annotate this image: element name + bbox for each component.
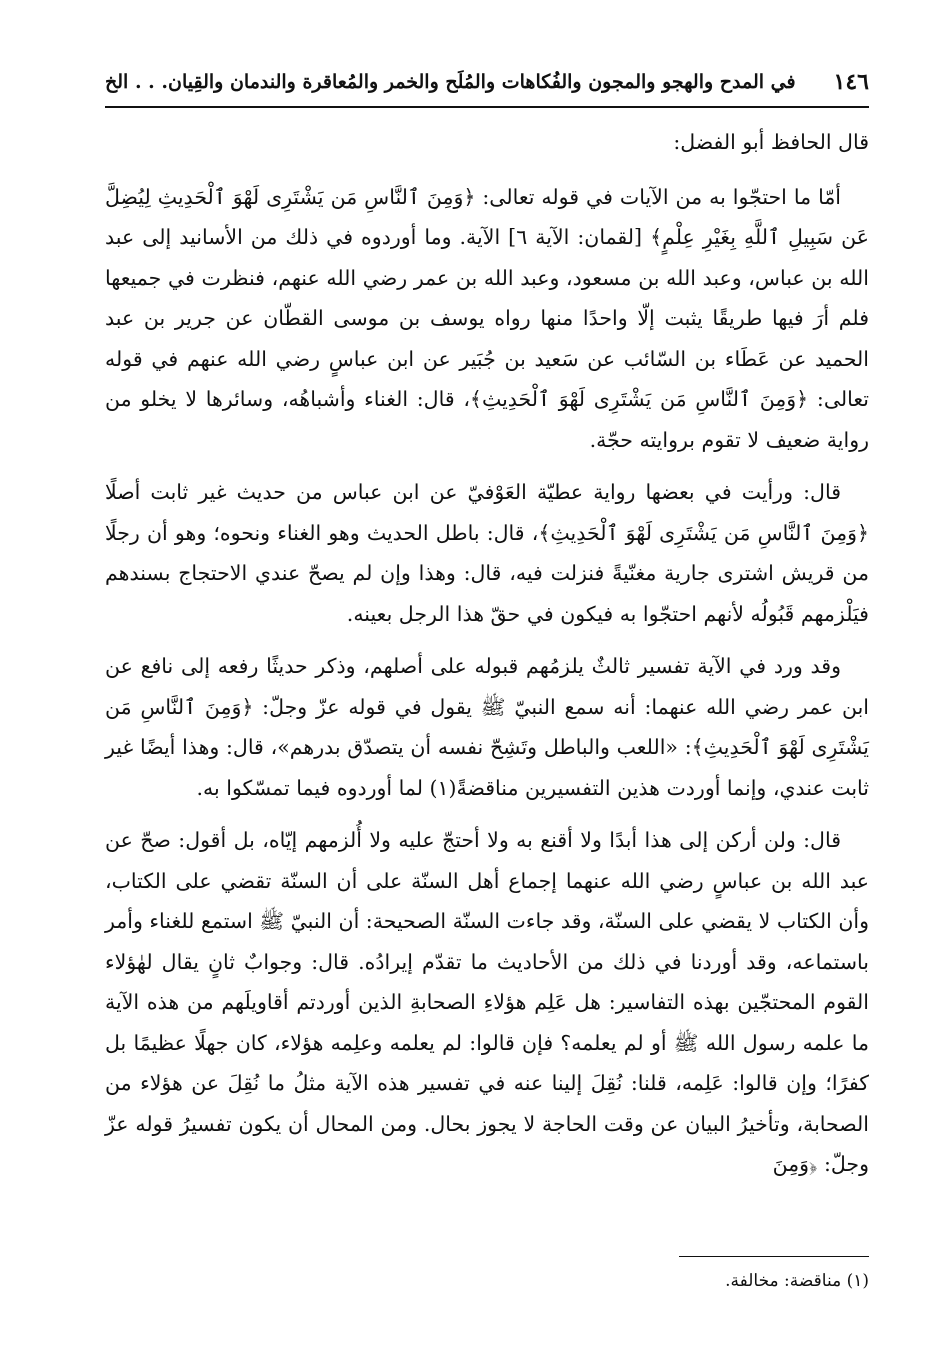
- footnote: (١) مناقضة: مخالفة.: [725, 1271, 869, 1291]
- paragraph: أمّا ما احتجّوا به من الآيات في قوله تعالى: ﴿وَمِنَ ٱلنَّاسِ مَن يَشْتَرِى لَهْوَ ٱلْحَدِيثِ لِيُضِلَّ عَن سَبِيلِ ٱللَّهِ بِغَيْرِ عِلْمٍ﴾ [لقمان: الآية ٦] الآية. وما أوردوه في ذلك من الأسانيد إلى عبد الله بن عباس، وعبد الله بن مسعود، وعبد الله بن عمر رضي الله عنهم، فنظرت في جميعها فلم أرَ فيها طريقًا يثبت إلّا واحدًا منها رواه يوسف بن موسى القطّان عن جرير بن عبد الحميد عن عَطَاء بن السّائب عن سَعيد بن جُبَير عن ابن عباسٍ رضي الله عنهم في قوله تعالى: ﴿وَمِنَ ٱلنَّاسِ مَن يَشْتَرِى لَهْوَ ٱلْحَدِيثِ﴾، قال: الغناء وأشباهُه، وسائرها لا يخلو من رواية ضعيف لا تقوم بروايته حجّة.: [105, 184, 869, 452]
- footnote-divider: [679, 1256, 869, 1257]
- paragraph: قال: ولن أركن إلى هذا أبدًا ولا أقنع به ولا أحتجّ عليه ولا أُلزمهم إيّاه، بل أقول: صحّ عن عبد الله بن عباسٍ رضي الله عنهما إجماع أهل السنّة على أن السنّة تقضي على الكتاب، وأن الكتاب لا يقضي على السنّة، وقد جاءت السنّة الصحيحة: أن النبيّ ﷺ استمع للغناء وأمر باستماعه، وقد أوردنا في ذلك من الأحاديث ما تقدّم إيرادُه. قال: وجوابٌ ثانٍ يقال لهٰؤلاء القوم المحتجّين بهذه التفاسير: هل عَلِم هؤلاءِ الصحابةِ الذين أوردتم أقاويلَهم من هذه الآية ما علمه رسول الله ﷺ أو لم يعلمه؟ فإن قالوا: لم يعلمه وعلِمه هؤلاء، كان جهلًا عظيمًا بل كفرًا؛ وإن قالوا: عَلِمه، قلنا: نُقِلَ إلينا عنه في تفسير هذه الآية مثلُ ما نُقِلَ عن هؤلاء من الصحابة، وتأخيرُ البيان عن وقت الحاجة لا يجوز بحال. ومن المحال أن يكون تفسيرُ قوله عزّ وجلّ: ﴿وَمِنَ: [105, 828, 869, 1176]
- page-header: [105, 64, 869, 100]
- paragraph: وقد ورد في الآية تفسير ثالثٌ يلزمُهم قبوله على أصلهم، وذكر حديثًا رفعه إلى نافع عن ابن عمر رضي الله عنهما: أنه سمع النبيّ ﷺ يقول في قوله عزّ وجلّ: ﴿وَمِنَ ٱلنَّاسِ مَن يَشْتَرِى لَهْوَ ٱلْحَدِيثِ﴾: «اللعب والباطل وتَشِحّ نفسه أن يتصدّق بدرهم»، قال: وهذا أيضًا غير ثابت عندي، وإنما أوردت هذين التفسيرين مناقضةً(١) لما أوردوه فيما تمسّكوا به.: [105, 654, 869, 800]
- running-title: في المدح والهجو والمجون والفُكاهات والمُلَح والخمر والمُعاقرة والندمان والقِيان. . . الخ: [105, 71, 796, 93]
- paragraph-intro: قال الحافظ أبو الفضل:: [673, 130, 869, 154]
- paragraph: قال: ورأيت في بعضها رواية عطيّة العَوْفيّ عن ابن عباس من حديث غير ثابت أصلًا ﴿وَمِنَ ٱلنَّاسِ مَن يَشْتَرِى لَهْوَ ٱلْحَدِيثِ﴾، قال: باطل الحديث وهو الغناء ونحوه؛ وهو أن رجلًا من قريش اشترى جارية مغنّيةً فنزلت فيه، قال: وهذا وإن لم يصحّ عندي الاحتجاج بسندهم فيَلْزمهم قَبُولُه لأنهم احتجّوا به فيكون في حقّ هذا الرجل بعينه.: [105, 480, 869, 626]
- main-text: [105, 122, 869, 1197]
- header-divider: [105, 106, 869, 108]
- page-number: ١٤٦: [833, 69, 869, 95]
